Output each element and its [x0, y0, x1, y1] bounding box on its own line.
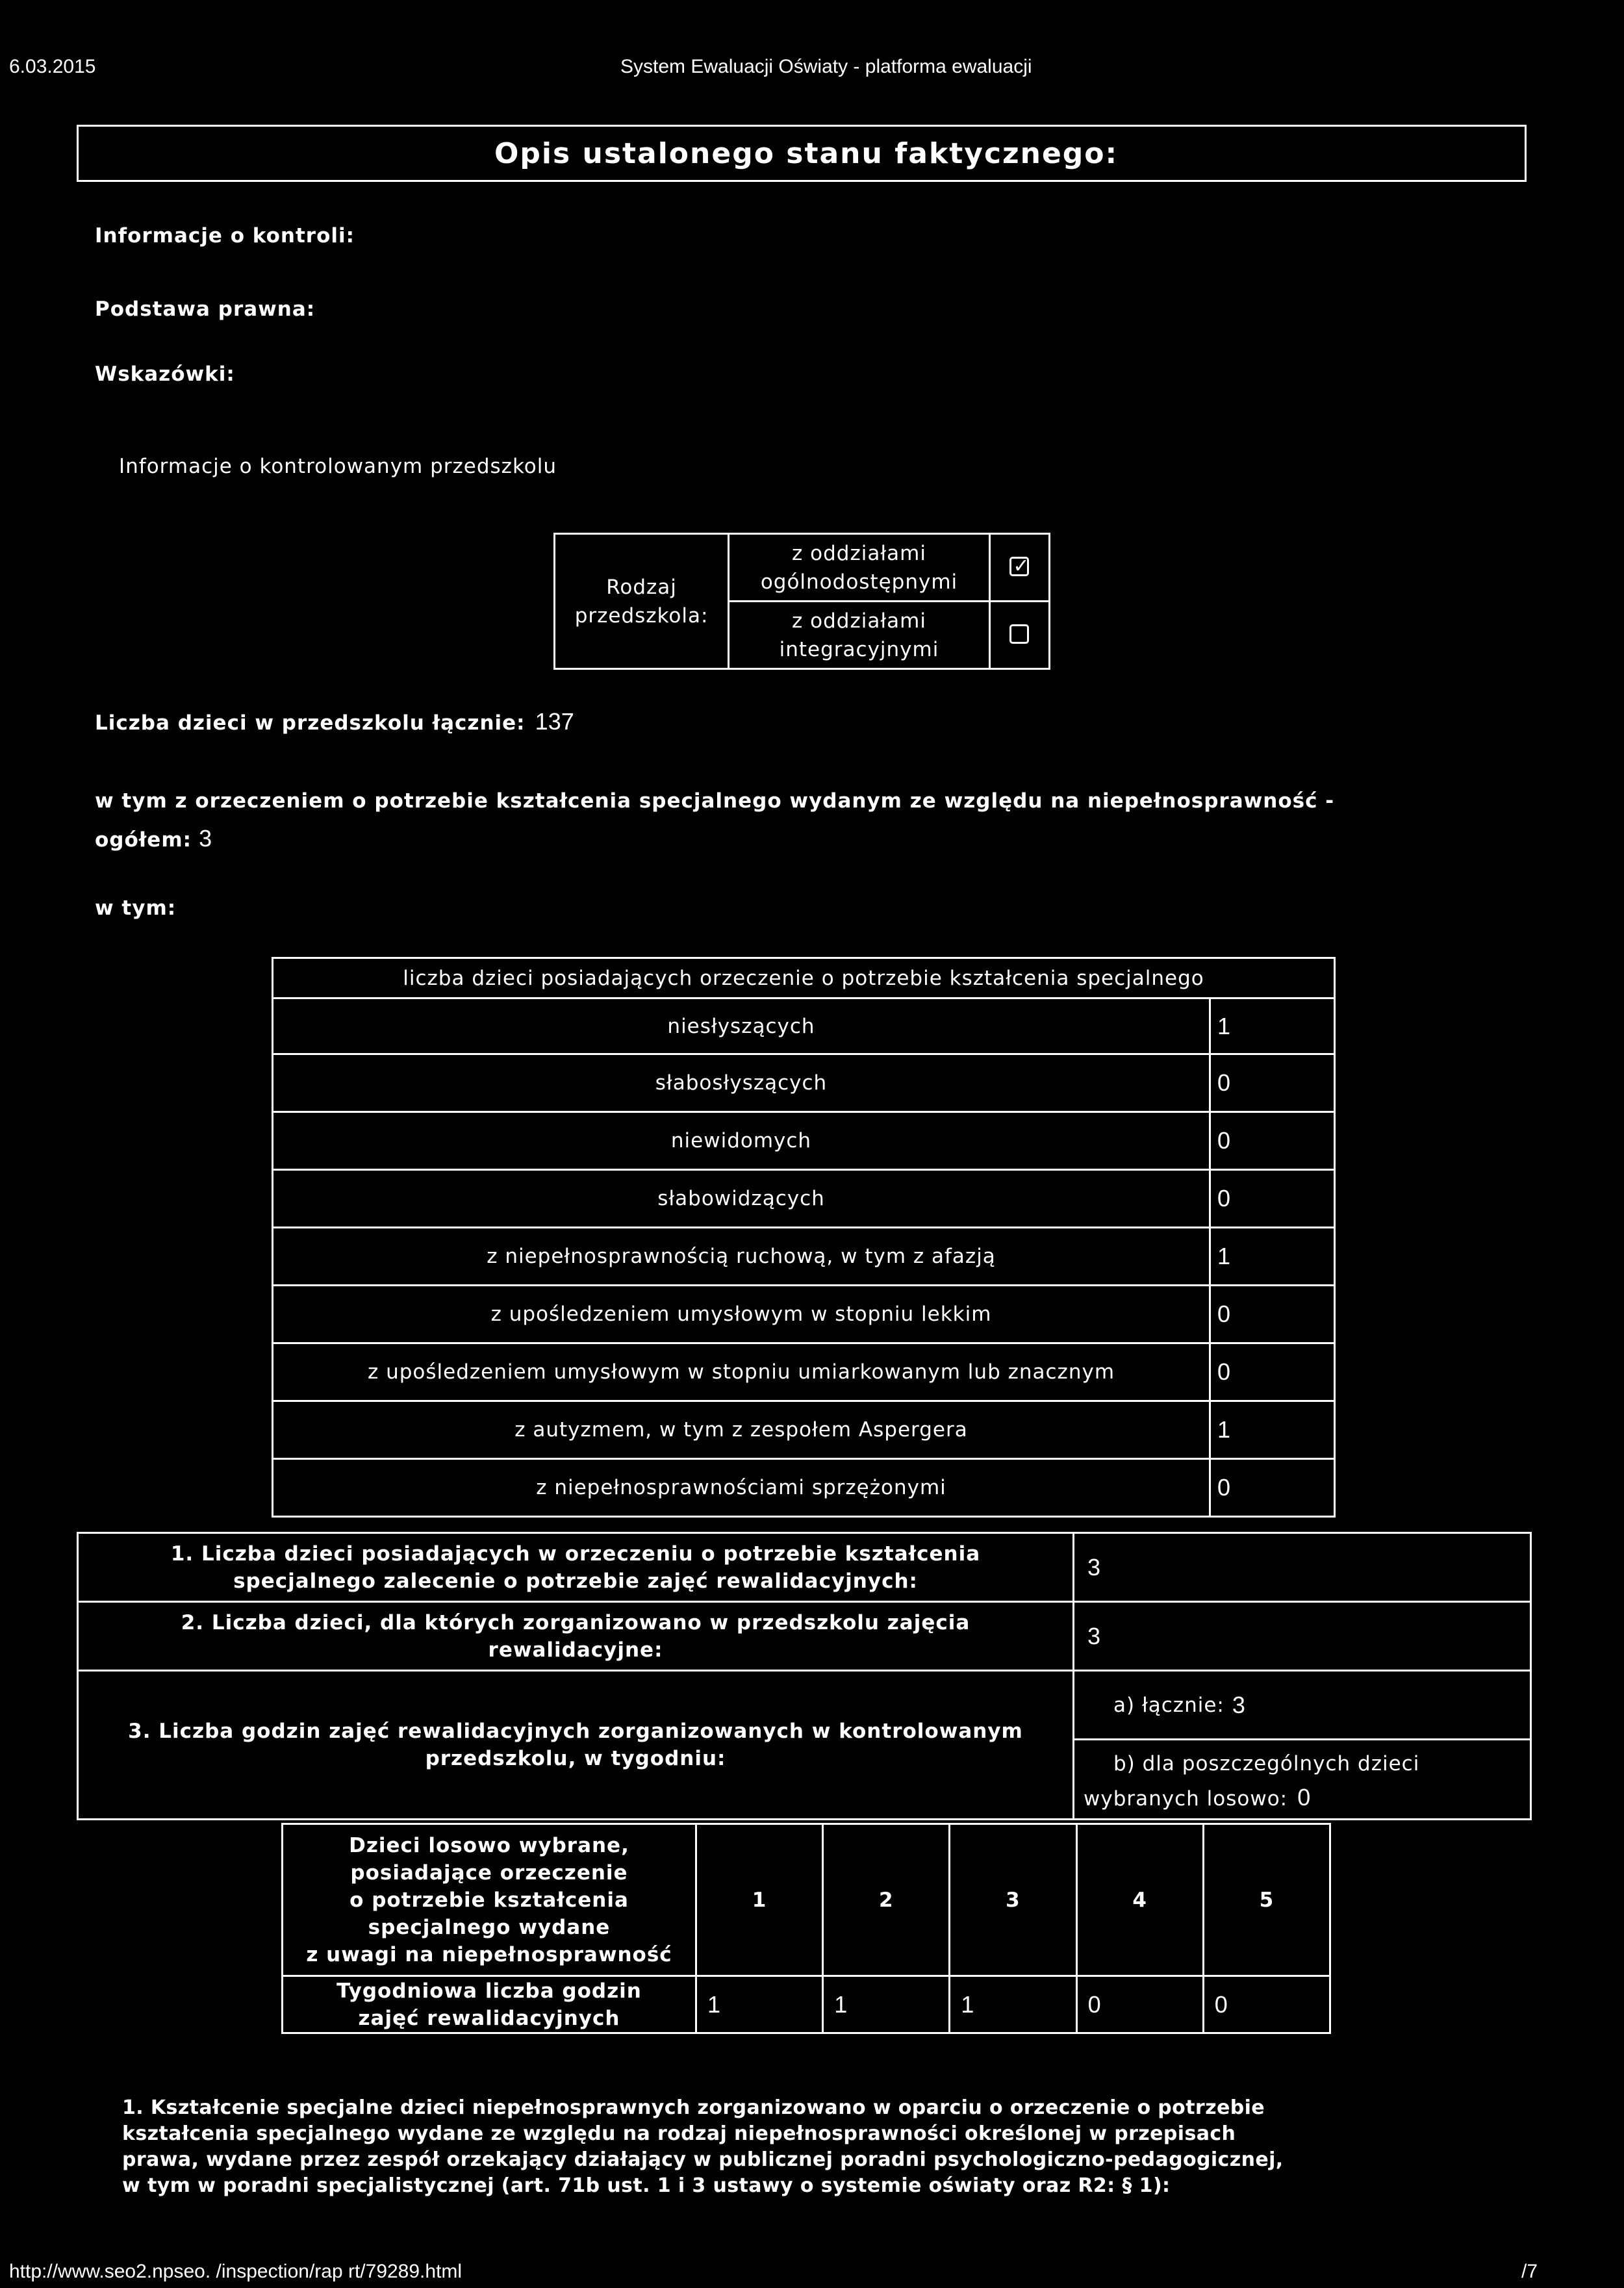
rodzaj-przedszkola-table — [553, 533, 1050, 670]
disabilities-header: liczba dzieci posiadających orzeczenie o potrzebie kształcenia specjalnego — [273, 958, 1335, 998]
table-row — [273, 1170, 1335, 1228]
q3-label: 3. Liczba godzin zajęć rewalidacyjnych zorganizowanych w kontrolowanym przedszkolu, w tygodniu: — [78, 1671, 1074, 1820]
column-header: 3 — [950, 1824, 1076, 1976]
row-value: 0 — [1210, 1170, 1335, 1228]
label-podstawa-prawna: Podstawa prawna: — [95, 298, 316, 321]
row-label: z niepełnosprawnościami sprzężonymi — [273, 1459, 1210, 1517]
liczba-dzieci-value: 137 — [535, 708, 574, 735]
option-ogolnodostepne — [729, 534, 990, 602]
q3-values — [1074, 1671, 1531, 1820]
checkbox-cell-integracyjne[interactable] — [989, 602, 1049, 669]
table-row — [273, 1343, 1335, 1401]
column-header: 5 — [1203, 1824, 1330, 1976]
table-row — [273, 1401, 1335, 1459]
rodzaj-label: Rodzaj przedszkola: — [555, 534, 729, 669]
row-value: 1 — [1210, 1228, 1335, 1286]
section-title-box — [77, 125, 1527, 182]
option-integracyjne-label: z oddziałami integracyjnymi — [779, 609, 939, 661]
q3-a: a) łącznie: 3 — [1074, 1672, 1530, 1740]
row-label: z autyzmem, w tym z zespołem Aspergera — [273, 1401, 1210, 1459]
row-label: słabowidzących — [273, 1170, 1210, 1228]
print-title: System Ewaluacji Oświaty - platforma ewaluacji — [620, 56, 1032, 77]
orzeczenie-ogolem-value: 3 — [199, 825, 212, 852]
row-value: 0 — [1210, 1459, 1335, 1517]
label-wskazowki: Wskazówki: — [95, 362, 235, 386]
q1-value: 3 — [1074, 1533, 1531, 1602]
orzeczenie-line1: w tym z orzeczeniem o potrzebie kształcenia specjalnego wydanym ze względu na niepełnosprawność - — [95, 789, 1335, 813]
table-row — [273, 1054, 1335, 1112]
column-header: 2 — [823, 1824, 950, 1976]
footer-url: http://www.seo2.npseo. /inspection/rap rt/79289.html — [9, 2261, 463, 2282]
table-row — [273, 1112, 1335, 1170]
row-label: z upośledzeniem umysłowym w stopniu umiarkowanym lub znacznym — [273, 1343, 1210, 1401]
hours-cell: 1 — [823, 1976, 950, 2033]
orzeczenie-ogolem-label: ogółem: — [95, 828, 192, 852]
table-row — [273, 1286, 1335, 1343]
checkbox-cell-ogolnodostepne[interactable] — [989, 534, 1049, 602]
table-row — [273, 1459, 1335, 1517]
hours-cell: 0 — [1203, 1976, 1330, 2033]
hours-cell: 0 — [1076, 1976, 1203, 2033]
row-label: z upośledzeniem umysłowym w stopniu lekkim — [273, 1286, 1210, 1343]
disabilities-table — [272, 957, 1336, 1518]
column-header: 4 — [1076, 1824, 1203, 1976]
random-row2-label: Tygodniowa liczba godzin zajęć rewalidacyjnych — [283, 1976, 696, 2033]
row-value: 1 — [1210, 998, 1335, 1054]
row-label: niesłyszących — [273, 998, 1210, 1054]
row-value: 0 — [1210, 1286, 1335, 1343]
note-paragraph: 1. Kształcenie specjalne dzieci niepełnosprawnych zorganizowano w oparciu o orzeczenie o potrzebie kształcenia specjalnego wydane ze względu na rodzaj niepełnosprawności określonej w przepisach prawa, wydane przez zespół orzekający działający w publicznej poradni psychologiczno-pedagogicznej, w tym w poradni specjalistycznej (art. 71b ust. 1 i 3 ustawy o systemie oświaty oraz R2: § 1): — [122, 2096, 1284, 2197]
random-row1-label: Dzieci losowo wybrane, posiadające orzeczenie o potrzebie kształcenia specjalnego wydane z uwagi na niepełnosprawność — [283, 1824, 696, 1976]
table-row — [273, 998, 1335, 1054]
q2-value: 3 — [1074, 1602, 1531, 1671]
table-row — [273, 1228, 1335, 1286]
w-tym-label: w tym: — [95, 896, 177, 920]
liczba-dzieci-label: Liczba dzieci w przedszkolu łącznie: — [95, 711, 526, 735]
hours-cell: 1 — [950, 1976, 1076, 2033]
print-date: 6.03.2015 — [9, 56, 96, 77]
section-title: Opis ustalonego stanu faktycznego: — [494, 137, 1119, 170]
q2-label: 2. Liczba dzieci, dla których zorganizowano w przedszkolu zajęcia rewalidacyjne: — [78, 1602, 1074, 1671]
label-informacje-o-kontroli: Informacje o kontroli: — [95, 224, 355, 248]
row-value: 0 — [1210, 1054, 1335, 1112]
q3-b: b) dla poszczególnych dzieci wybranych losowo: 0 — [1084, 1752, 1420, 1811]
checkbox-unchecked-icon[interactable] — [1009, 624, 1029, 644]
label-informacje-o-przedszkolu: Informacje o kontrolowanym przedszkolu — [119, 455, 557, 478]
row-label: słabosłyszących — [273, 1054, 1210, 1112]
option-ogolnodostepne-label: z oddziałami ogólnodostępnymi — [760, 541, 958, 594]
hours-cell: 1 — [696, 1976, 823, 2033]
row-value: 0 — [1210, 1343, 1335, 1401]
option-integracyjne — [729, 602, 990, 669]
row-label: niewidomych — [273, 1112, 1210, 1170]
checkbox-checked-icon[interactable]: ✓ — [1009, 557, 1029, 576]
liczba-dzieci-row — [95, 708, 574, 735]
column-header: 1 — [696, 1824, 823, 1976]
orzeczenie-ogolem-row — [95, 825, 212, 852]
random-children-table — [281, 1823, 1331, 2034]
row-value: 1 — [1210, 1401, 1335, 1459]
row-value: 0 — [1210, 1112, 1335, 1170]
footer-page: /7 — [1521, 2261, 1538, 2282]
rewalidacja-table — [77, 1532, 1532, 1820]
row-label: z niepełnosprawnością ruchową, w tym z afazją — [273, 1228, 1210, 1286]
q1-label: 1. Liczba dzieci posiadających w orzeczeniu o potrzebie kształcenia specjalnego zalecenie o potrzebie zajęć rewalidacyjnych: — [78, 1533, 1074, 1602]
